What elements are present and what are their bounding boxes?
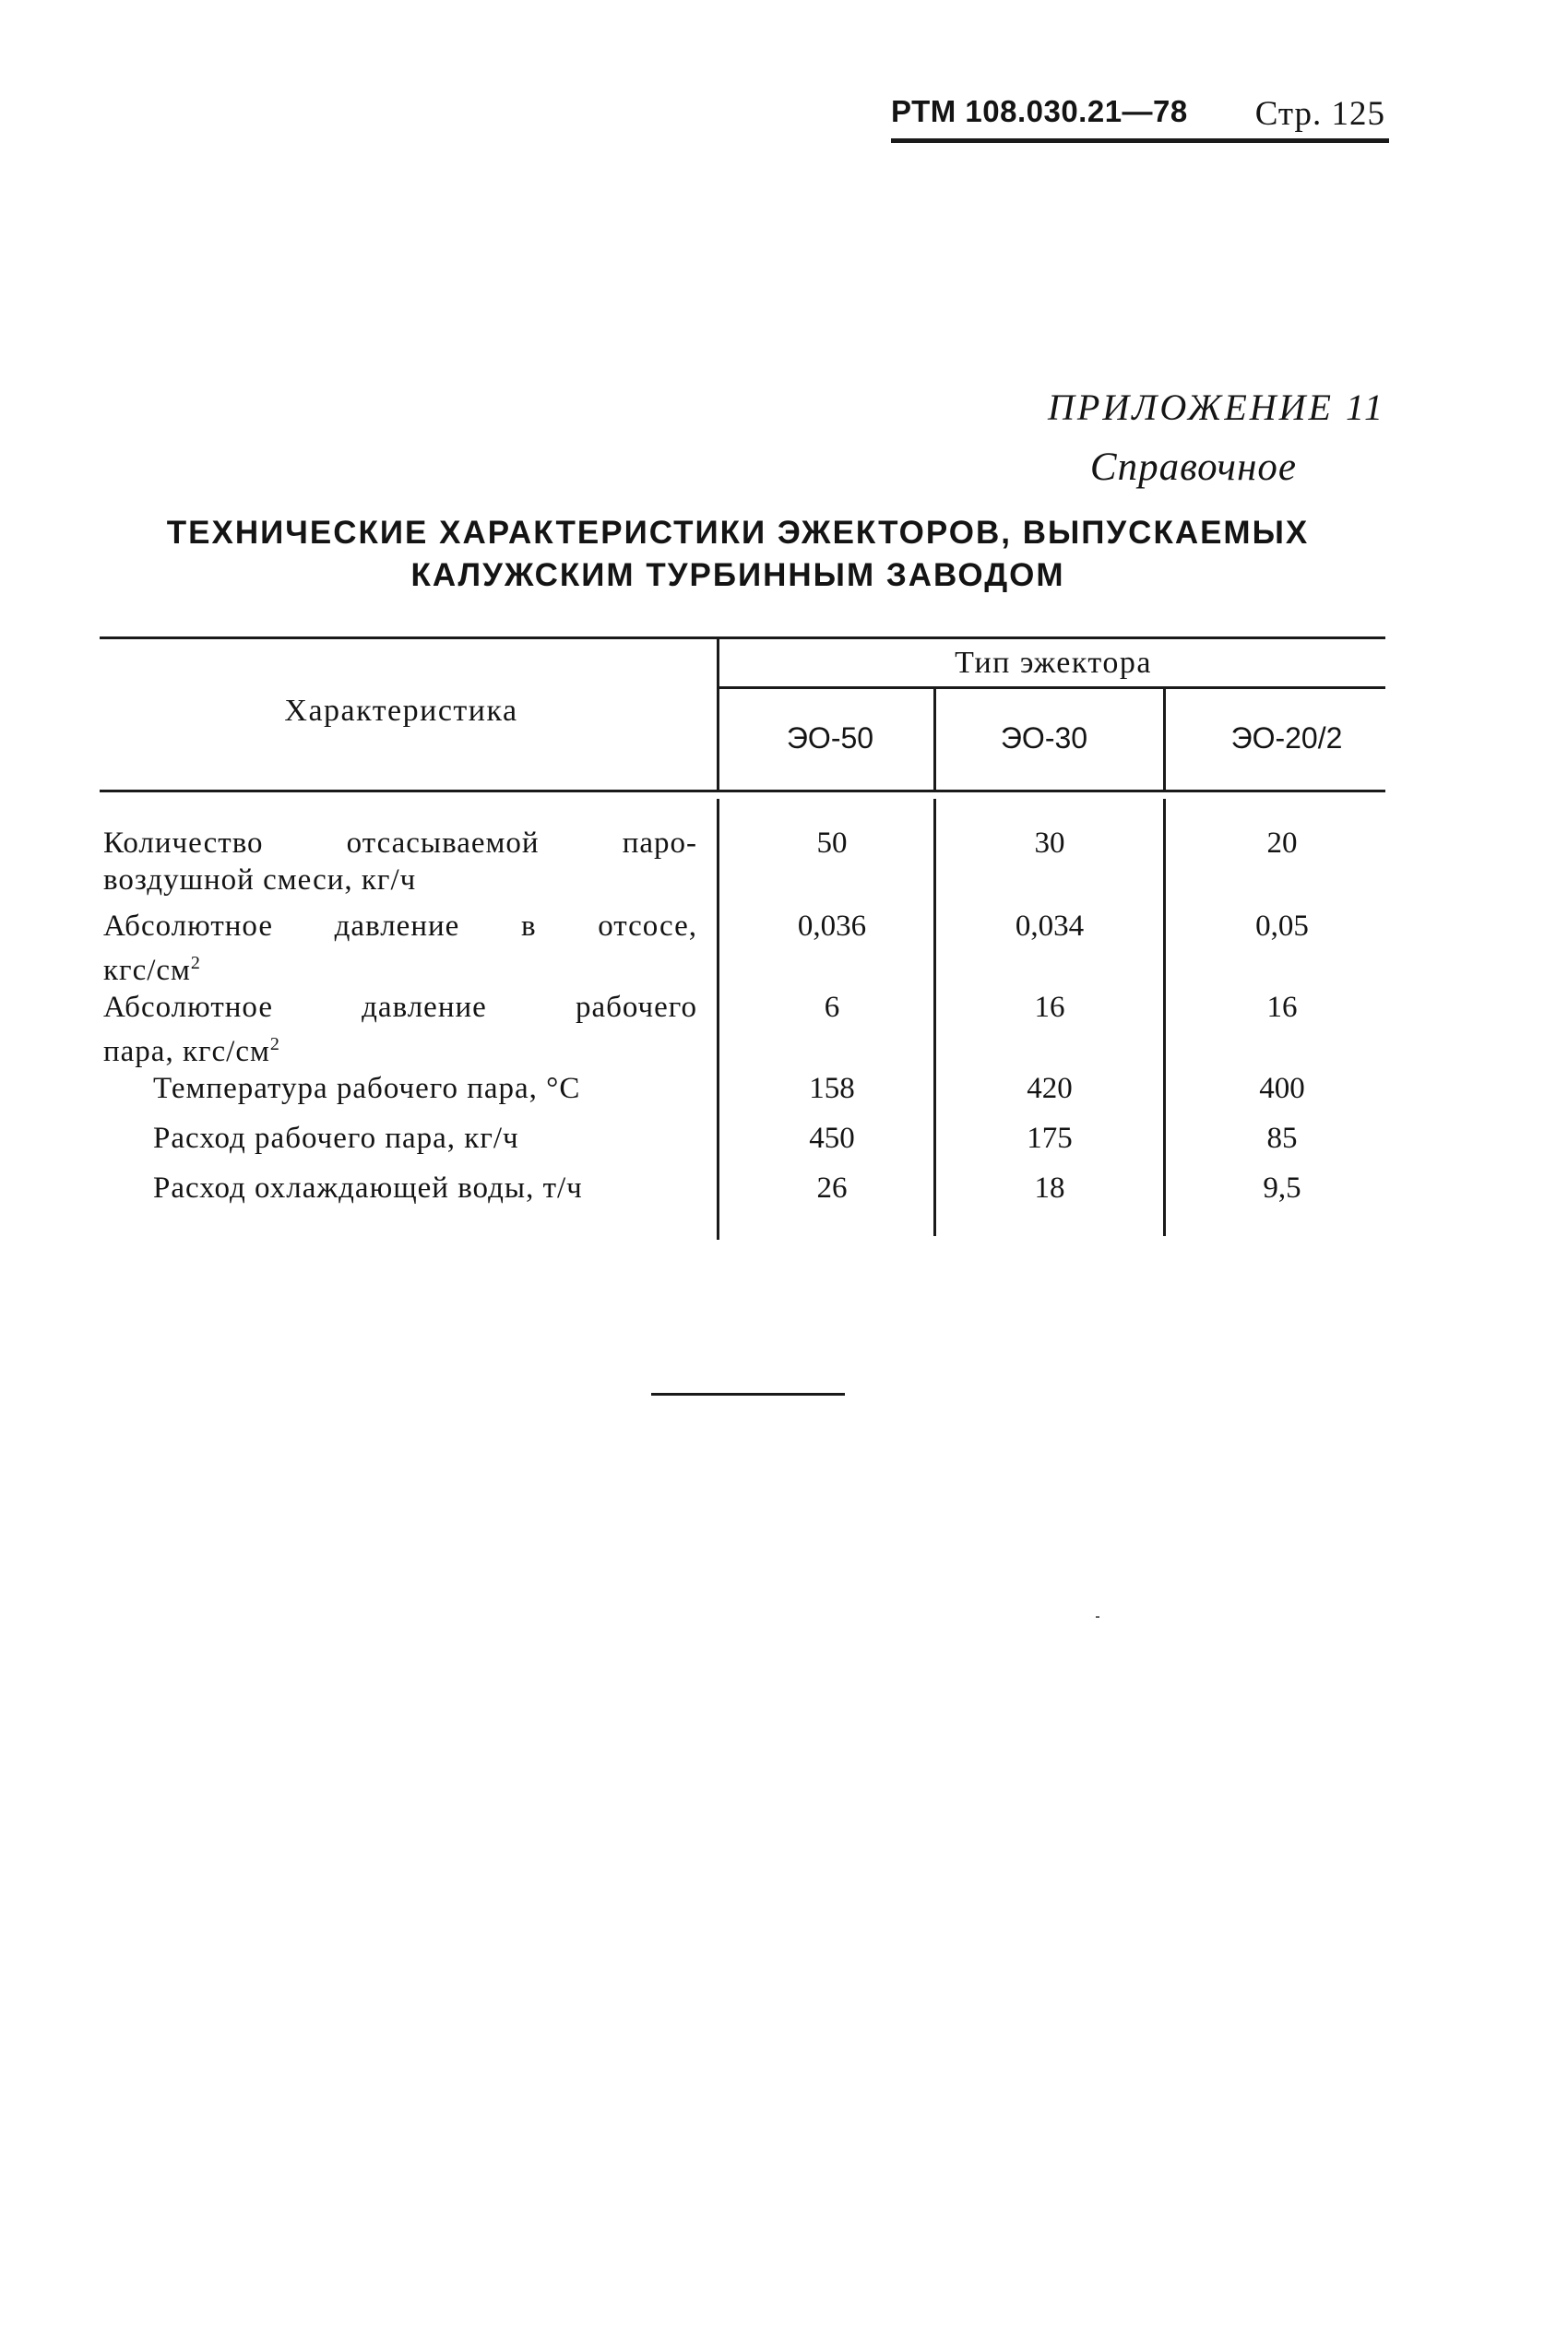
running-header [891,92,1389,143]
table-cell: 50 [816,827,848,860]
row-label-line: воздушной смеси, кг/ч [103,863,417,897]
body-divider-main [717,799,719,1240]
table-row-label [103,825,697,898]
table-cell: 9,5 [1263,1172,1301,1205]
table-cell: 85 [1266,1122,1298,1155]
table-title-line-1: ТЕХНИЧЕСКИЕ ХАРАКТЕРИСТИКИ ЭЖЕКТОРОВ, ВЫПУСКАЕМЫХ [166,515,1310,551]
table-cell: 450 [809,1122,855,1155]
table-cell: 400 [1259,1072,1305,1105]
ejector-type-rule [719,686,1385,689]
table-cell: 420 [1027,1072,1073,1105]
document-code: РТМ 108.030.21—78 [891,94,1188,128]
table-row-label: Температура рабочего пара, °С [153,1072,581,1105]
body-divider-1 [933,799,936,1236]
table-top-rule [100,636,1385,639]
table-row-label: Расход рабочего пара, кг/ч [153,1122,519,1155]
row-label-line: Количество отсасываемой паро- [103,827,697,860]
table-cell: 6 [824,991,840,1024]
table-cell: 175 [1027,1122,1073,1155]
header-divider-main [717,636,719,790]
table-cell: 30 [1034,827,1065,860]
body-divider-2 [1163,799,1166,1236]
table-row-label [103,908,697,989]
column-header-ejector-type: Тип эжектора [955,646,1152,680]
row-label-line: Абсолютное давление в отсосе, [103,910,697,943]
header-divider-2 [1163,688,1166,790]
column-header-eo-20-2: ЭО-20/2 [1230,721,1343,755]
row-label-text: кгс/см [103,954,191,987]
table-cell: 16 [1034,991,1065,1024]
table-title-line-2: КАЛУЖСКИМ ТУРБИННЫМ ЗАВОДОМ [410,557,1065,593]
table-cell: 0,034 [1015,910,1085,943]
column-header-eo-30: ЭО-30 [1000,721,1088,755]
appendix-type: Справочное [1089,446,1297,489]
table-cell: 26 [816,1172,848,1205]
row-label-line: Абсолютное давление рабочего [103,991,697,1024]
row-label-text: пара, кгс/см [103,1035,270,1068]
closing-rule [651,1393,845,1396]
table-cell: 16 [1266,991,1298,1024]
row-label-line [103,945,697,989]
table-row-label: Расход охлаждающей воды, т/ч [153,1172,583,1205]
column-header-eo-50: ЭО-50 [786,721,874,755]
appendix-label: ПРИЛОЖЕНИЕ 11 [1048,387,1385,428]
header-bottom-rule [100,790,1385,792]
column-header-characteristic: Характеристика [284,694,518,728]
superscript: 2 [269,1034,280,1054]
page-number: Стр. 125 [1254,95,1385,133]
table-cell: 18 [1034,1172,1065,1205]
table-cell: 0,036 [797,910,867,943]
scan-artifact [1096,1616,1099,1618]
table-row-label [103,989,697,1070]
table-cell: 20 [1266,827,1298,860]
table-cell: 0,05 [1255,910,1309,943]
row-label-line [103,1026,697,1070]
superscript: 2 [190,953,201,973]
table-cell: 158 [809,1072,855,1105]
